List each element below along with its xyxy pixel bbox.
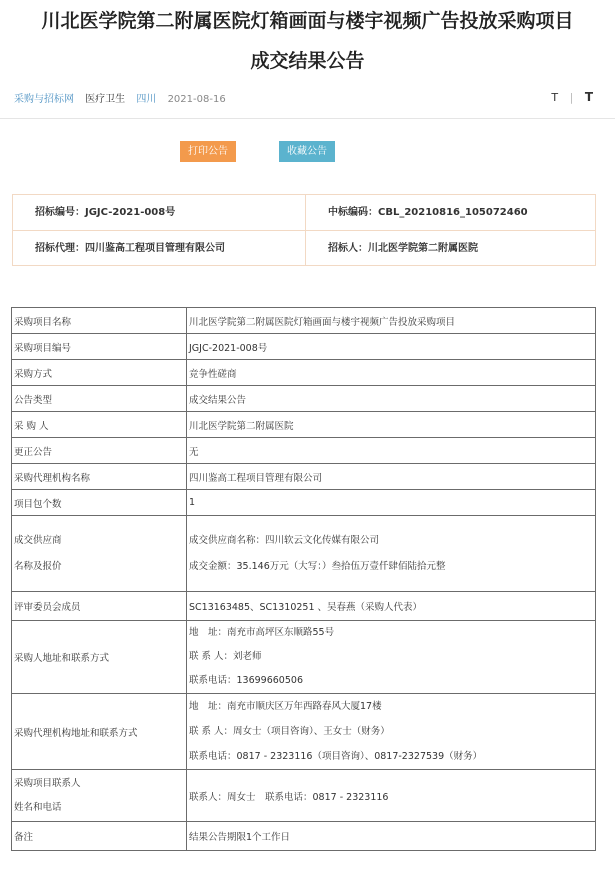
- table-row: [12, 360, 596, 386]
- favorite-button[interactable]: 收藏公告: [279, 141, 335, 162]
- table-row: [12, 308, 596, 334]
- award-number: 中标编码：CBL_20210816_105072460: [328, 207, 528, 218]
- table-row: [12, 822, 596, 851]
- table-row: [12, 334, 596, 360]
- row-value: [187, 621, 596, 694]
- row-value: 联系人：周女士 联系电话：0817 - 2323116: [187, 770, 596, 822]
- agent-address: 地 址：南充市顺庆区万年西路春风大厦17楼: [189, 701, 382, 712]
- supplier-name: 成交供应商名称：四川软云文化传媒有限公司: [189, 534, 380, 546]
- row-value: 1: [187, 490, 596, 516]
- row-value: 四川鉴高工程项目管理有限公司: [187, 464, 596, 490]
- row-value: JGJC-2021-008号: [187, 334, 596, 360]
- print-button[interactable]: 打印公告: [180, 141, 236, 162]
- supplier-key-line2: 名称及报价: [14, 560, 62, 572]
- table-row: [12, 770, 596, 822]
- row-value: [187, 516, 596, 592]
- table-row: [12, 386, 596, 412]
- row-key: 采购代理机构名称: [12, 464, 187, 490]
- page-subtitle: 成交结果公告: [250, 50, 365, 72]
- project-contact-key-line2: 姓名和电话: [14, 801, 62, 813]
- row-value: 无: [187, 438, 596, 464]
- row-key: 更正公告: [12, 438, 187, 464]
- table-row: [12, 694, 596, 770]
- row-value: 川北医学院第二附属医院灯箱画面与楼宇视频广告投放采购项目: [187, 308, 596, 334]
- agent-contact: 联 系 人：周女士（项目咨询）、王女士（财务）: [189, 726, 390, 737]
- row-key: [12, 516, 187, 592]
- row-key: 采购方式: [12, 360, 187, 386]
- table-row: [12, 412, 596, 438]
- result-table: [11, 307, 596, 851]
- purchaser-address: 地 址：南充市高坪区东顺路55号: [189, 627, 335, 638]
- row-key: 项目包个数: [12, 490, 187, 516]
- project-contact-key-line1: 采购项目联系人: [14, 777, 81, 789]
- row-key: 采购项目名称: [12, 308, 187, 334]
- table-row: [12, 516, 596, 592]
- source-link[interactable]: 采购与招标网: [14, 94, 74, 105]
- tender-agent: 招标代理：四川鉴高工程项目管理有限公司: [35, 243, 225, 254]
- row-key: 评审委员会成员: [12, 592, 187, 621]
- agent-phone: 联系电话：0817 - 2323116（项目咨询）、0817-2327539（财务）: [189, 751, 483, 762]
- supplier-amount: 成交金额：35.146万元（大写：）叁拾伍万壹仟肆佰陆拾元整: [189, 560, 446, 572]
- table-row: [12, 438, 596, 464]
- row-key: 采 购 人: [12, 412, 187, 438]
- row-value: 竞争性磋商: [187, 360, 596, 386]
- row-value: 结果公告期限1个工作日: [187, 822, 596, 851]
- region-link[interactable]: 四川: [136, 94, 157, 105]
- table-row: [12, 464, 596, 490]
- row-key: [12, 770, 187, 822]
- divider: [0, 118, 615, 119]
- row-key: 备注: [12, 822, 187, 851]
- purchaser-phone: 联系电话：13699660506: [189, 675, 303, 686]
- tender-number: 招标编号：JGJC-2021-008号: [35, 207, 176, 218]
- table-row: [12, 621, 596, 694]
- row-key: 采购项目编号: [12, 334, 187, 360]
- row-key: 采购人地址和联系方式: [12, 621, 187, 694]
- tenderer: 招标人：川北医学院第二附属医院: [328, 243, 478, 254]
- row-value: 川北医学院第二附属医院: [187, 412, 596, 438]
- font-size-controls: T | T: [551, 90, 593, 104]
- row-value: [187, 694, 596, 770]
- supplier-key-line1: 成交供应商: [14, 534, 62, 546]
- purchaser-contact: 联 系 人：刘老师: [189, 651, 262, 662]
- font-large-button[interactable]: T: [584, 90, 593, 104]
- row-value: 成交结果公告: [187, 386, 596, 412]
- page-title: 川北医学院第二附属医院灯箱画面与楼宇视频广告投放采购项目: [41, 10, 574, 32]
- row-key: 公告类型: [12, 386, 187, 412]
- font-small-button[interactable]: T: [551, 91, 559, 104]
- table-row: [12, 592, 596, 621]
- tender-info-box: [12, 194, 596, 266]
- row-value: SC13163485、SC1310251 、吴春燕（采购人代表）: [187, 592, 596, 621]
- article-meta: [14, 90, 601, 106]
- table-row: [12, 490, 596, 516]
- category-link[interactable]: 医疗卫生: [85, 94, 126, 105]
- row-key: 采购代理机构地址和联系方式: [12, 694, 187, 770]
- publish-date: 2021-08-16: [167, 94, 226, 105]
